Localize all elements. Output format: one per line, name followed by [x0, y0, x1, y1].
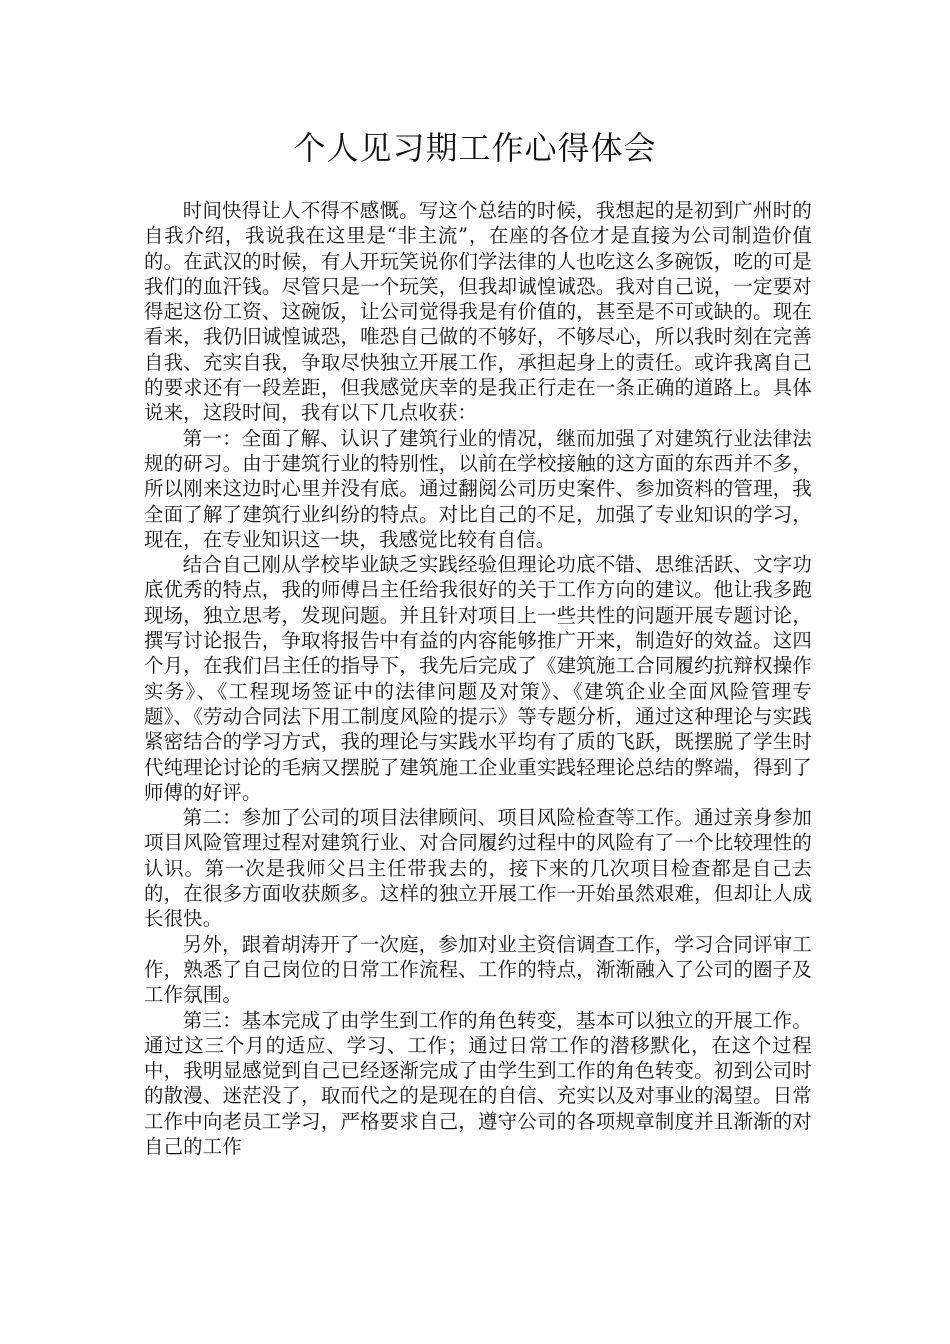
- paragraph-second-point: 第二：参加了公司的项目法律顾问、项目风险检查等工作。通过亲身参加项目风险管理过程对建筑行业、对合同履约过程中的风险有了一个比较理性的认识。第一次是我师父吕主任带我去的，接下来的几次项目检查都是自己去的，在很多方面收获颇多。这样的独立开展工作一开始虽然艰难，但却让人成长很快。: [144, 806, 812, 931]
- paragraph-mentor-guidance: 结合自己刚从学校毕业缺乏实践经验但理论功底不错、思维活跃、文字功底优秀的特点，我的师傅吕主任给我很好的关于工作方向的建议。他让我多跑现场，独立思考，发现问题。并且针对项目上一些共性的问题开展专题讨论，撰写讨论报告，争取将报告中有益的内容能够推广开来，制造好的效益。这四个月，在我们吕主任的指导下，我先后完成了《建筑施工合同履约抗辩权操作实务》、《工程现场签证中的法律问题及对策》、《建筑企业全面风险管理专题》、《劳动合同法下用工制度风险的提示》等专题分析，通过这种理论与实践紧密结合的学习方式，我的理论与实践水平均有了质的飞跃，既摆脱了学生时代纯理论讨论的毛病又摆脱了建筑施工企业重实践轻理论总结的弊端，得到了师傅的好评。: [144, 553, 812, 804]
- paragraph-third-point: 第三：基本完成了由学生到工作的角色转变，基本可以独立的开展工作。通过这三个月的适应、学习、工作；通过日常工作的潜移默化，在这个过程中，我明显感觉到自己已经逐渐完成了由学生到工作的角色转变。初到公司时的散漫、迷茫没了，取而代之的是现在的自信、充实以及对事业的渴望。日常工作中向老员工学习，严格要求自己，遵守公司的各项规章制度并且渐渐的对自己的工作: [144, 1008, 812, 1158]
- paragraph-additional: 另外，跟着胡涛开了一次庭，参加对业主资信调查工作，学习合同评审工作，熟悉了自己岗位的日常工作流程、工作的特点，渐渐融入了公司的圈子及工作氛围。: [144, 932, 812, 1007]
- paragraph-intro: 时间快得让人不得不感慨。写这个总结的时候，我想起的是初到广州时的自我介绍，我说我在这里是“非主流”，在座的各位才是直接为公司制造价值的。在武汉的时候，有人开玩笑说你们学法律的人也吃这么多碗饭，吃的可是我们的血汗钱。尽管只是一个玩笑，但我却诚惶诚恐。我对自己说，一定要对得起这份工资、这碗饭，让公司觉得我是有价值的，甚至是不可或缺的。现在看来，我仍旧诚惶诚恐，唯恐自己做的不够好，不够尽心，所以我时刻在完善自我、充实自我，争取尽快独立开展工作，承担起身上的责任。或许我离自己的要求还有一段差距，但我感觉庆幸的是我正行走在一条正确的道路上。具体说来，这段时间，我有以下几点收获：: [144, 199, 812, 425]
- paragraph-first-point: 第一：全面了解、认识了建筑行业的情况，继而加强了对建筑行业法律法规的研习。由于建筑行业的特别性，以前在学校接触的这方面的东西并不多，所以刚来这边时心里并没有底。通过翻阅公司历史案件、参加资料的管理，我全面了解了建筑行业纠纷的特点。对比自己的不足，加强了专业知识的学习，现在，在专业知识这一块，我感觉比较有自信。: [144, 426, 812, 551]
- document-title: 个人见习期工作心得体会: [293, 129, 657, 167]
- document-body: [144, 198, 812, 1159]
